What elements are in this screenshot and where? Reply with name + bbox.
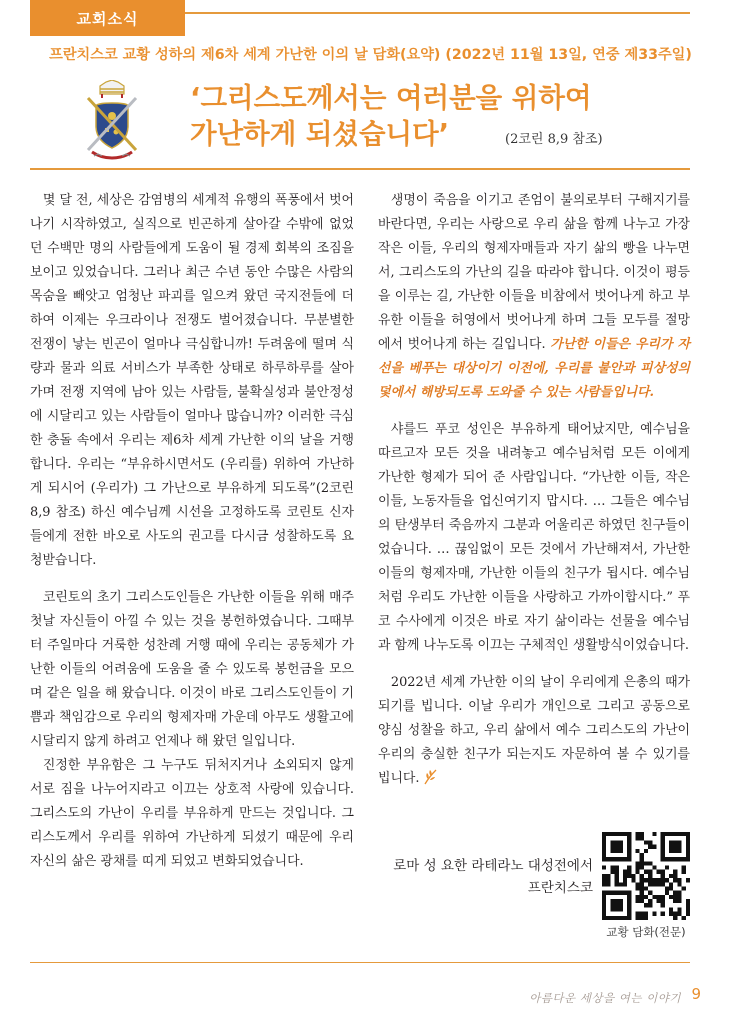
article-subtitle: 프란치스코 교황 성하의 제6차 세계 가난한 이의 날 담화(요약) (2022년 11월 13일, 연중 제33주일) bbox=[49, 47, 692, 63]
main-title-line-2: 가난하게 되셨습니다’ bbox=[190, 118, 450, 150]
signature-place: 로마 성 요한 라테라노 대성전에서 bbox=[393, 858, 593, 874]
paragraph-text: 2022년 세계 가난한 이의 날이 우리에게 은총의 때가 되기를 빕니다. 이날 우리가 개인으로 그리고 공동으로 양심 성찰을 하고, 우리 삶에서 예수 그리스도의 가난이 우리의 충실한 친구가 되는지도 자문하여 볼 수 있기를 빕니다. bbox=[378, 675, 690, 786]
paragraph: 몇 달 전, 세상은 감염병의 세계적 유행의 폭풍에서 벗어나기 시작하였고, 실직으로 빈곤하게 살아갈 수밖에 없었던 수백만 명의 사람들에게 도움이 될 경제 회복의 조짐을 보이고 있었습니다. 그러나 최근 수년 동안 수많은 사람의 목숨을 빼앗고 엄청난 파괴를 일으켜 왔던 국지전들에 더하여 이제는 우크라이나 전쟁도 벌어졌습니다. 무분별한 전쟁이 낳는 빈곤이 얼마나 극심합니까! 두려움에 떨며 식량과 물과 의료 서비스가 부족한 상태로 하루하루를 살아가며 전쟁 지역에 남아 있는 사람들, 불확실성과 불안정성에 시달리고 있는 사람들이 얼마나 많습니까? 이러한 극심한 충돌 속에서 우리는 제6차 세계 가난한 이의 날을 거행합니다. 우리는 “부유하시면서도 (우리를) 위하여 가난하게 되시어 (우리가) 그 가난으로 부유하게 되도록”(2코린 8,9 참조) 하신 예수님께 시선을 고정하도록 코린토 신자들에게 전한 바오로 사도의 권고를 다시금 성찰하도록 요청받습니다. bbox=[30, 193, 354, 568]
papal-coat-of-arms-icon bbox=[72, 80, 152, 164]
paragraph: 진정한 부유함은 그 누구도 뒤처지거나 소외되지 않게 서로 짐을 나누어지라고 이끄는 상호적 사랑에 있습니다. 그리스도의 가난이 우리를 부유하게 만드는 것입니다. 그리스도께서 우리를 위하여 가난하게 되셨기 때문에 우리 자신의 삶은 광채를 띠게 되었고 변화되었습니다. bbox=[30, 758, 354, 869]
left-column bbox=[30, 189, 354, 874]
header-divider bbox=[30, 168, 690, 170]
page-number: 9 bbox=[691, 985, 701, 1003]
main-title-line-1: ‘그리스도께서는 여러분을 위하여 bbox=[190, 82, 592, 114]
paragraph bbox=[378, 189, 690, 405]
paragraph-text: 생명이 죽음을 이기고 존엄이 불의로부터 구해지기를 바란다면, 우리는 사랑으로 우리 삶을 함께 나누고 가장 작은 이들, 우리의 형제자매들과 자기 삶의 빵을 나누면서, 그리스도의 가난의 길을 따라야 합니다. 이것이 평등을 이루는 길, 가난한 이들을 비참에서 벗어나게 하고 부유한 이들을 허영에서 벗어나게 하며 그들 모두를 절망에서 벗어나게 하는 길입니다. bbox=[378, 193, 690, 352]
paragraph bbox=[378, 671, 690, 791]
paragraph: 코린토의 초기 그리스도인들은 가난한 이들을 위해 매주 첫날 자신들이 아낄 수 있는 것을 봉헌하였습니다. 그때부터 주일마다 거룩한 성찬례 거행 때에 우리는 공동체가 가난한 이들의 어려움에 도움을 줄 수 있도록 봉헌금을 모으며 같은 일을 해 왔습니다. 이것이 바로 그리스도인들이 기쁨과 책임감으로 우리의 형제자매 가운데 아무도 생활고에 시달리지 않게 하려고 언제나 해 왔던 일입니다. bbox=[30, 590, 354, 749]
signature-name: 프란치스코 bbox=[527, 880, 593, 896]
scripture-reference: (2코린 8,9 참조) bbox=[505, 132, 603, 147]
magazine-name: 아름다운 세상을 여는 이야기 bbox=[529, 991, 681, 1005]
qr-code-icon[interactable] bbox=[602, 832, 690, 920]
qr-caption: 교황 담화(전문) bbox=[606, 925, 686, 939]
paragraph: 샤를드 푸코 성인은 부유하게 태어났지만, 예수님을 따르고자 모든 것을 내려놓고 예수님처럼 모든 이에게 가난한 형제가 되어 준 사람입니다. “가난한 이들, 작은 이들, 노동자들을 업신여기지 맙시다. … 그들은 예수님의 탄생부터 죽음까지 그분과 어울리곤 하였던 친구들이었습니다. … 끊임없이 모든 것에서 가난해져서, 가난한 이들의 형제자매, 가난한 이들의 친구가 됩시다. 예수님처럼 우리도 가난한 이들을 사랑하고 가까이합시다.” 푸코 수사에게 이것은 바로 자기 삶이라는 선물을 예수님과 함께 나누도록 이끄는 구체적인 생활방식이었습니다. bbox=[378, 422, 690, 653]
section-label: 교회소식 bbox=[30, 0, 185, 36]
wheat-leaf-icon bbox=[422, 769, 438, 785]
highlighted-quote: 가난한 이들은 우리가 자선을 베푸는 대상이기 이전에, 우리를 불안과 피상성의 덫에서 해방되도록 도와줄 수 있는 사람들입니다. bbox=[378, 337, 690, 400]
right-column bbox=[378, 189, 690, 791]
footer-divider bbox=[30, 962, 690, 963]
